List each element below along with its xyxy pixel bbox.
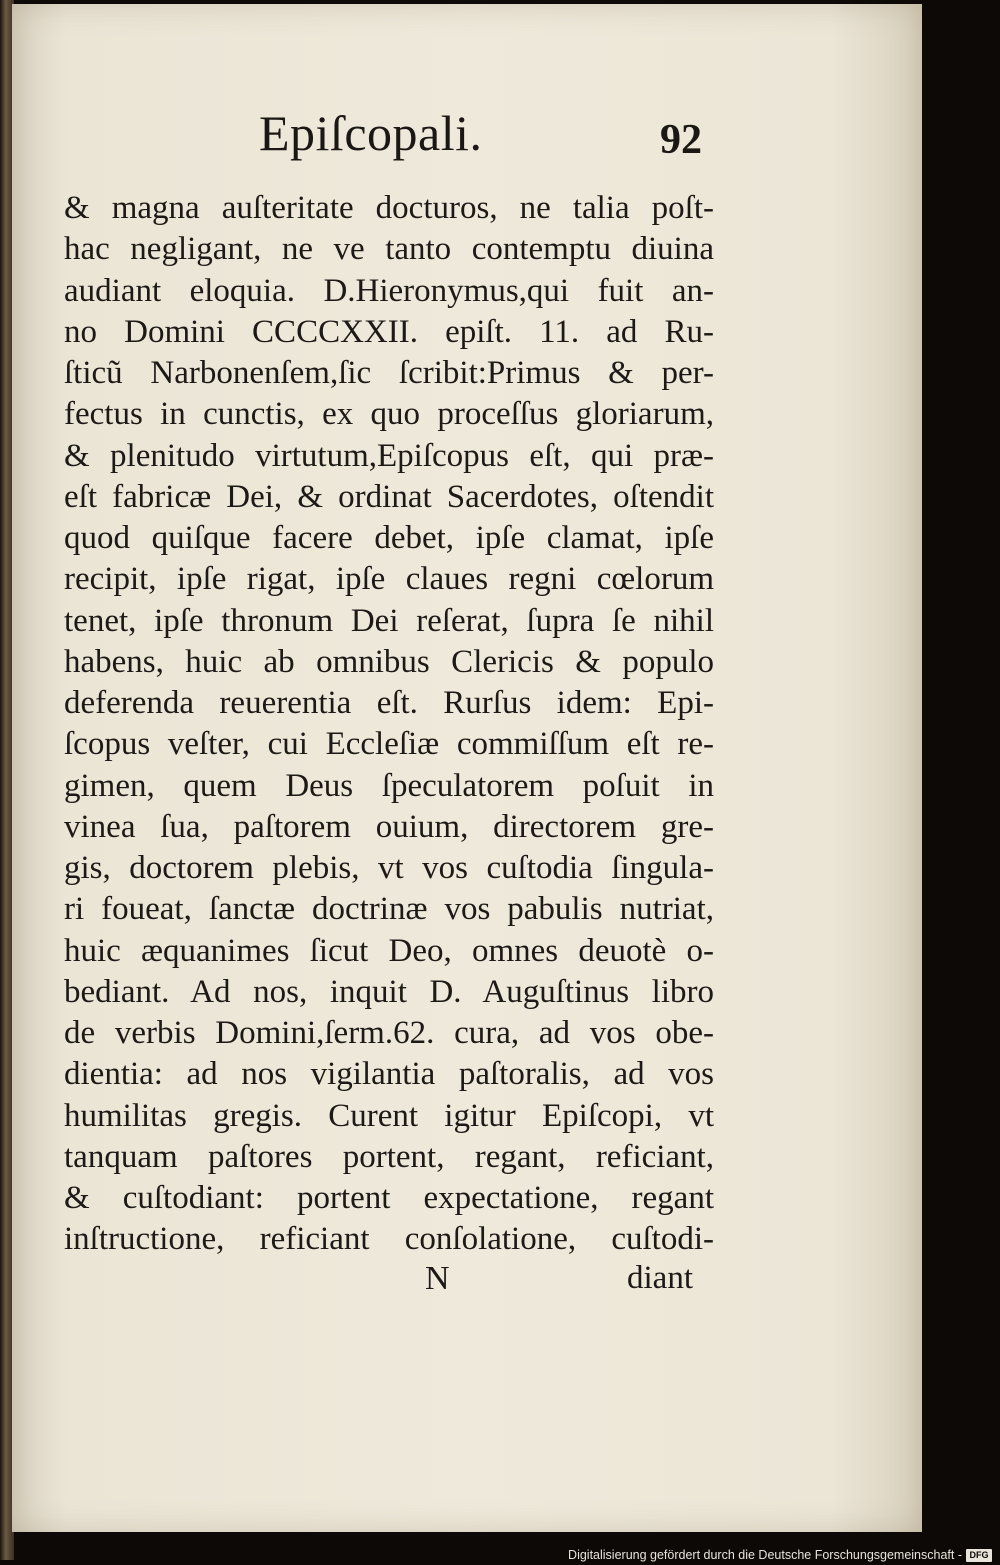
page-footer bbox=[12, 1260, 922, 1310]
text-line: bediant. Ad nos, inquit D. Auguſtinus libro bbox=[64, 973, 714, 1010]
text-line: dientia: ad nos vigilantia paſtoralis, ad vos bbox=[64, 1056, 714, 1093]
running-head: Epiſcopali. bbox=[259, 105, 483, 161]
text-line: eſt fabricæ Dei, & ordinat Sacerdotes, oſtendit bbox=[64, 478, 714, 515]
credit-bar bbox=[0, 1545, 1000, 1565]
text-line: deferenda reuerentia eſt. Rurſus idem: Epi- bbox=[64, 685, 714, 721]
text-line: gis, doctorem plebis, vt vos cuſtodia ſingula- bbox=[64, 850, 714, 886]
credit-text: Digitalisierung gefördert durch die Deutsche Forschungsgemeinschaft - bbox=[568, 1548, 962, 1562]
text-line: quod quiſque facere debet, ipſe clamat, ipſe bbox=[64, 520, 714, 556]
text-line: gimen, quem Deus ſpeculatorem poſuit in bbox=[64, 767, 714, 804]
text-line: habens, huic ab omnibus Clericis & populo bbox=[64, 643, 714, 680]
text-line: & magna auſteritate docturos, ne talia poſt- bbox=[64, 190, 714, 226]
text-line: humilitas gregis. Curent igitur Epiſcopi, vt bbox=[64, 1097, 714, 1134]
page-number: 92 bbox=[660, 117, 702, 163]
signature-mark: N bbox=[425, 1260, 450, 1297]
text-line: de verbis Domini,ſerm.62. cura, ad vos obe- bbox=[64, 1015, 714, 1051]
text-line: ſcopus veſter, cui Eccleſiæ commiſſum eſt re- bbox=[64, 726, 714, 763]
text-line: & plenitudo virtutum,Epiſcopus eſt, qui præ- bbox=[64, 437, 714, 474]
text-line: huic æquanimes ſicut Deo, omnes deuotè o- bbox=[64, 932, 714, 969]
text-line: tanquam paſtores portent, regant, reficiant, bbox=[64, 1138, 714, 1175]
text-line: no Domini CCCCXXII. epiſt. 11. ad Ru- bbox=[64, 313, 714, 350]
text-line: ſticũ Narbonenſem,ſic ſcribit:Primus & per- bbox=[64, 355, 714, 391]
text-line: fectus in cunctis, ex quo proceſſus gloriarum, bbox=[64, 396, 714, 433]
text-line: ri foueat, ſanctæ doctrinæ vos pabulis nutriat, bbox=[64, 891, 714, 928]
text-line: & cuſtodiant: portent expectatione, regant bbox=[64, 1180, 714, 1216]
catchword: diant bbox=[627, 1260, 693, 1296]
page-header bbox=[12, 104, 922, 174]
text-line: recipit, ipſe rigat, ipſe claues regni cœlorum bbox=[64, 561, 714, 598]
text-line: hac negligant, ne ve tanto contemptu diuina bbox=[64, 231, 714, 268]
dfg-logo-icon: DFG bbox=[966, 1549, 992, 1562]
text-line: audiant eloquia. D.Hieronymus,qui fuit an- bbox=[64, 272, 714, 309]
body-text bbox=[64, 188, 714, 1261]
text-line: tenet, ipſe thronum Dei reſerat, ſupra ſe nihil bbox=[64, 602, 714, 639]
text-line: vinea ſua, paſtorem ouium, directorem gre- bbox=[64, 808, 714, 845]
text-line: inſtructione, reficiant conſolatione, cuſtodi- bbox=[64, 1221, 714, 1258]
book-page bbox=[12, 4, 922, 1532]
